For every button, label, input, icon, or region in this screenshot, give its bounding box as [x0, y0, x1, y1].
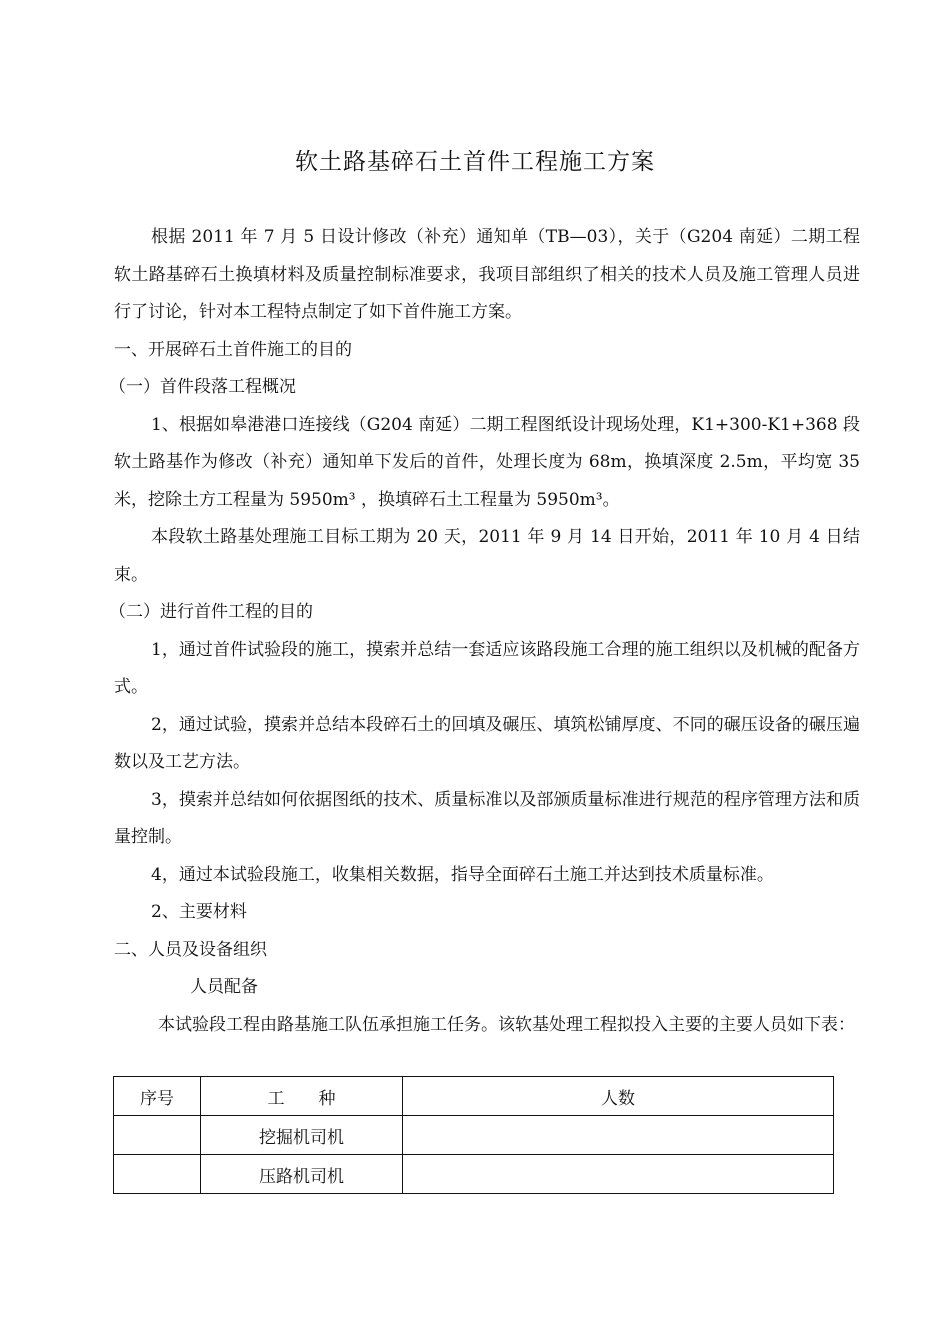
subsection-heading-2: （二）进行首件工程的目的 — [109, 602, 313, 622]
document-body — [109, 219, 860, 1044]
schedule-paragraph: 本段软土路基处理施工目标工期为 20 天，2011 年 9 月 14 日开始，2011 年 10 月 4 日结束。 — [114, 527, 860, 585]
purpose-item-1: 1，通过首件试验段的施工，摸索并总结一套适应该路段施工合理的施工组织以及机械的配备方式。 — [114, 639, 860, 697]
purpose-item-4: 4，通过本试验段施工，收集相关数据，指导全面碎石土施工并达到技术质量标准。 — [151, 864, 774, 885]
table-row — [114, 1155, 834, 1194]
overview-paragraph: 1、根据如皋港港口连接线（G204 南延）二期工程图纸设计现场处理，K1+300-K1+368 段软土路基作为修改（补充）通知单下发后的首件，处理长度为 68m，换填深度 2.5m，平均宽 35 米，挖除土方工程量为 5950m³ ，换填碎石土工程量为 5950m³。 — [114, 414, 860, 510]
table-row — [114, 1116, 834, 1155]
section-heading-1: 一、开展碎石土首件施工的目的 — [114, 339, 352, 360]
section-heading-2: 二、人员及设备组织 — [114, 939, 267, 960]
staffing-paragraph: 本试验段工程由路基施工队伍承担施工任务。该软基处理工程拟投入主要的主要人员如下表： — [158, 1014, 855, 1035]
header-cell-count: 人数 — [403, 1077, 834, 1116]
table-cell: 压路机司机 — [201, 1155, 403, 1194]
header-cell-index: 序号 — [114, 1077, 201, 1116]
staffing-heading: 人员配备 — [190, 977, 258, 997]
table-cell — [403, 1116, 834, 1155]
purpose-item-2: 2，通过试验，摸索并总结本段碎石土的回填及碾压、填筑松铺厚度、不同的碾压设备的碾压遍数以及工艺方法。 — [114, 714, 860, 772]
subsection-heading-1: （一）首件段落工程概况 — [109, 377, 296, 397]
table-header-row — [114, 1077, 834, 1116]
purpose-item-3: 3，摸索并总结如何依据图纸的技术、质量标准以及部颁质量标准进行规范的程序管理方法和质量控制。 — [114, 789, 860, 847]
table-cell: 挖掘机司机 — [201, 1116, 403, 1155]
header-cell-trade: 工 种 — [201, 1077, 403, 1116]
materials-heading: 2、主要材料 — [151, 902, 247, 922]
staff-table — [113, 1076, 834, 1194]
table-cell — [114, 1155, 201, 1194]
document-title: 软土路基碎石土首件工程施工方案 — [295, 149, 655, 175]
intro-paragraph: 根据 2011 年 7 月 5 日设计修改（补充）通知单（TB—03），关于（G204 南延）二期工程软土路基碎石土换填材料及质量控制标准要求，我项目部组织了相关的技术人员及施工管理人员进行了讨论，针对本工程特点制定了如下首件施工方案。 — [114, 227, 860, 322]
table-cell — [403, 1155, 834, 1194]
table-cell — [114, 1116, 201, 1155]
